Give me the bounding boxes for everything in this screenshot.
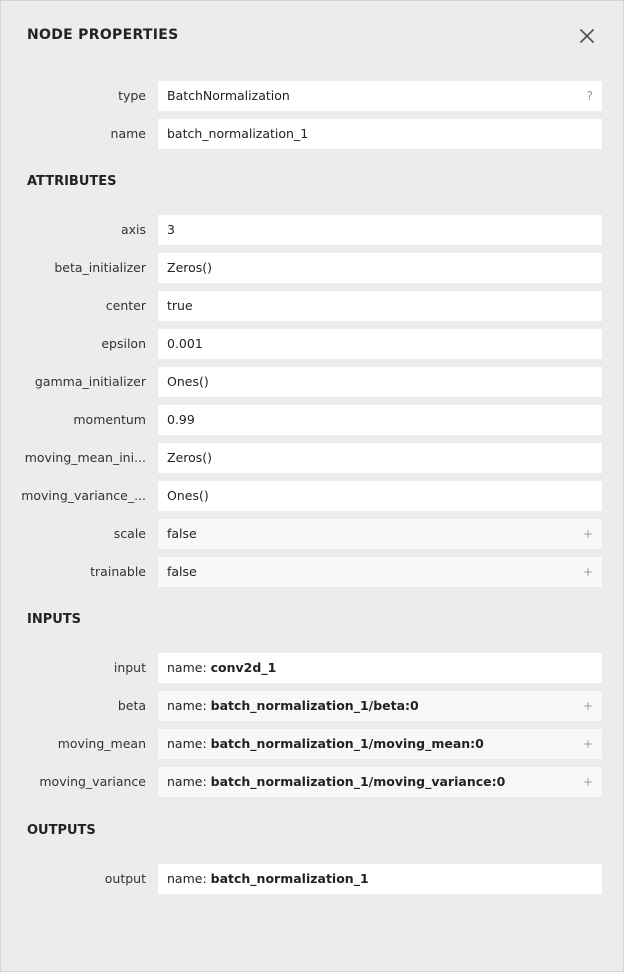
attribute-label: gamma_initializer xyxy=(34,374,146,389)
input-key-text: name: xyxy=(167,698,211,713)
outputs-section-title: OUTPUTS xyxy=(27,823,96,838)
attribute-label: center xyxy=(105,298,146,313)
plus-icon[interactable]: + xyxy=(582,737,593,751)
plus-icon[interactable]: + xyxy=(582,699,593,713)
inputs-section-title: INPUTS xyxy=(27,612,82,627)
attribute-label: trainable xyxy=(90,564,146,579)
attribute-value[interactable] xyxy=(158,367,602,397)
attribute-value[interactable] xyxy=(158,215,602,245)
property-row-name xyxy=(1,119,625,149)
input-value[interactable] xyxy=(158,767,602,797)
output-name-text: batch_normalization_1 xyxy=(210,871,369,886)
input-row xyxy=(1,729,625,759)
property-label: type xyxy=(118,88,146,103)
output-key-text: name: xyxy=(167,871,211,886)
attribute-value[interactable] xyxy=(158,481,602,511)
property-value-text: batch_normalization_1 xyxy=(167,126,309,141)
attribute-value[interactable] xyxy=(158,253,602,283)
attribute-value-text: false xyxy=(167,564,197,579)
attribute-label: moving_variance_... xyxy=(21,488,146,503)
attribute-label: beta_initializer xyxy=(54,260,146,275)
panel-title: NODE PROPERTIES xyxy=(27,27,179,43)
attribute-value-text: true xyxy=(167,298,193,313)
attribute-row xyxy=(1,367,625,397)
input-label: moving_variance xyxy=(39,774,146,789)
property-value-text: BatchNormalization xyxy=(167,88,290,103)
attribute-label: momentum xyxy=(73,412,146,427)
close-icon xyxy=(573,22,601,50)
input-name-text: conv2d_1 xyxy=(210,660,277,675)
attribute-value-text: 3 xyxy=(167,222,175,237)
attribute-value-text: Ones() xyxy=(167,488,209,503)
question-mark-icon[interactable]: ? xyxy=(586,89,593,103)
attributes-section-title: ATTRIBUTES xyxy=(27,174,117,189)
input-key-text: name: xyxy=(167,736,211,751)
input-value[interactable] xyxy=(158,691,602,721)
property-label: name xyxy=(110,126,146,141)
attribute-row xyxy=(1,405,625,435)
attribute-row xyxy=(1,253,625,283)
input-label: input xyxy=(113,660,146,675)
property-row-type xyxy=(1,81,625,111)
attribute-value[interactable] xyxy=(158,443,602,473)
property-value-type[interactable] xyxy=(158,81,602,111)
attribute-label: axis xyxy=(120,222,146,237)
attribute-label: epsilon xyxy=(101,336,146,351)
attribute-value[interactable] xyxy=(158,519,602,549)
input-row xyxy=(1,767,625,797)
attribute-value-text: 0.99 xyxy=(167,412,195,427)
attribute-row xyxy=(1,557,625,587)
plus-icon[interactable]: + xyxy=(582,565,593,579)
attribute-row xyxy=(1,215,625,245)
property-value-name[interactable] xyxy=(158,119,602,149)
input-row xyxy=(1,691,625,721)
attribute-value-text: Zeros() xyxy=(167,260,213,275)
attribute-row xyxy=(1,519,625,549)
input-name-text: batch_normalization_1/moving_mean:0 xyxy=(210,736,484,751)
plus-icon[interactable]: + xyxy=(582,775,593,789)
attribute-row xyxy=(1,329,625,359)
attribute-value-text: 0.001 xyxy=(167,336,203,351)
attribute-value-text: false xyxy=(167,526,197,541)
attribute-value-text: Zeros() xyxy=(167,450,213,465)
output-label: output xyxy=(104,871,146,886)
input-value[interactable] xyxy=(158,653,602,683)
attribute-value[interactable] xyxy=(158,291,602,321)
attribute-row xyxy=(1,443,625,473)
attribute-label: moving_mean_ini... xyxy=(24,450,146,465)
attribute-value[interactable] xyxy=(158,329,602,359)
input-key-text: name: xyxy=(167,660,211,675)
attribute-value[interactable] xyxy=(158,557,602,587)
attribute-value[interactable] xyxy=(158,405,602,435)
attribute-label: scale xyxy=(113,526,146,541)
close-button[interactable] xyxy=(573,22,601,50)
plus-icon[interactable]: + xyxy=(582,527,593,541)
attribute-row xyxy=(1,481,625,511)
output-row xyxy=(1,864,625,894)
input-name-text: batch_normalization_1/moving_variance:0 xyxy=(210,774,506,789)
input-value[interactable] xyxy=(158,729,602,759)
input-label: beta xyxy=(117,698,146,713)
output-value[interactable] xyxy=(158,864,602,894)
attribute-row xyxy=(1,291,625,321)
input-key-text: name: xyxy=(167,774,211,789)
attribute-value-text: Ones() xyxy=(167,374,209,389)
input-name-text: batch_normalization_1/beta:0 xyxy=(210,698,419,713)
input-label: moving_mean xyxy=(57,736,146,751)
input-row xyxy=(1,653,625,683)
